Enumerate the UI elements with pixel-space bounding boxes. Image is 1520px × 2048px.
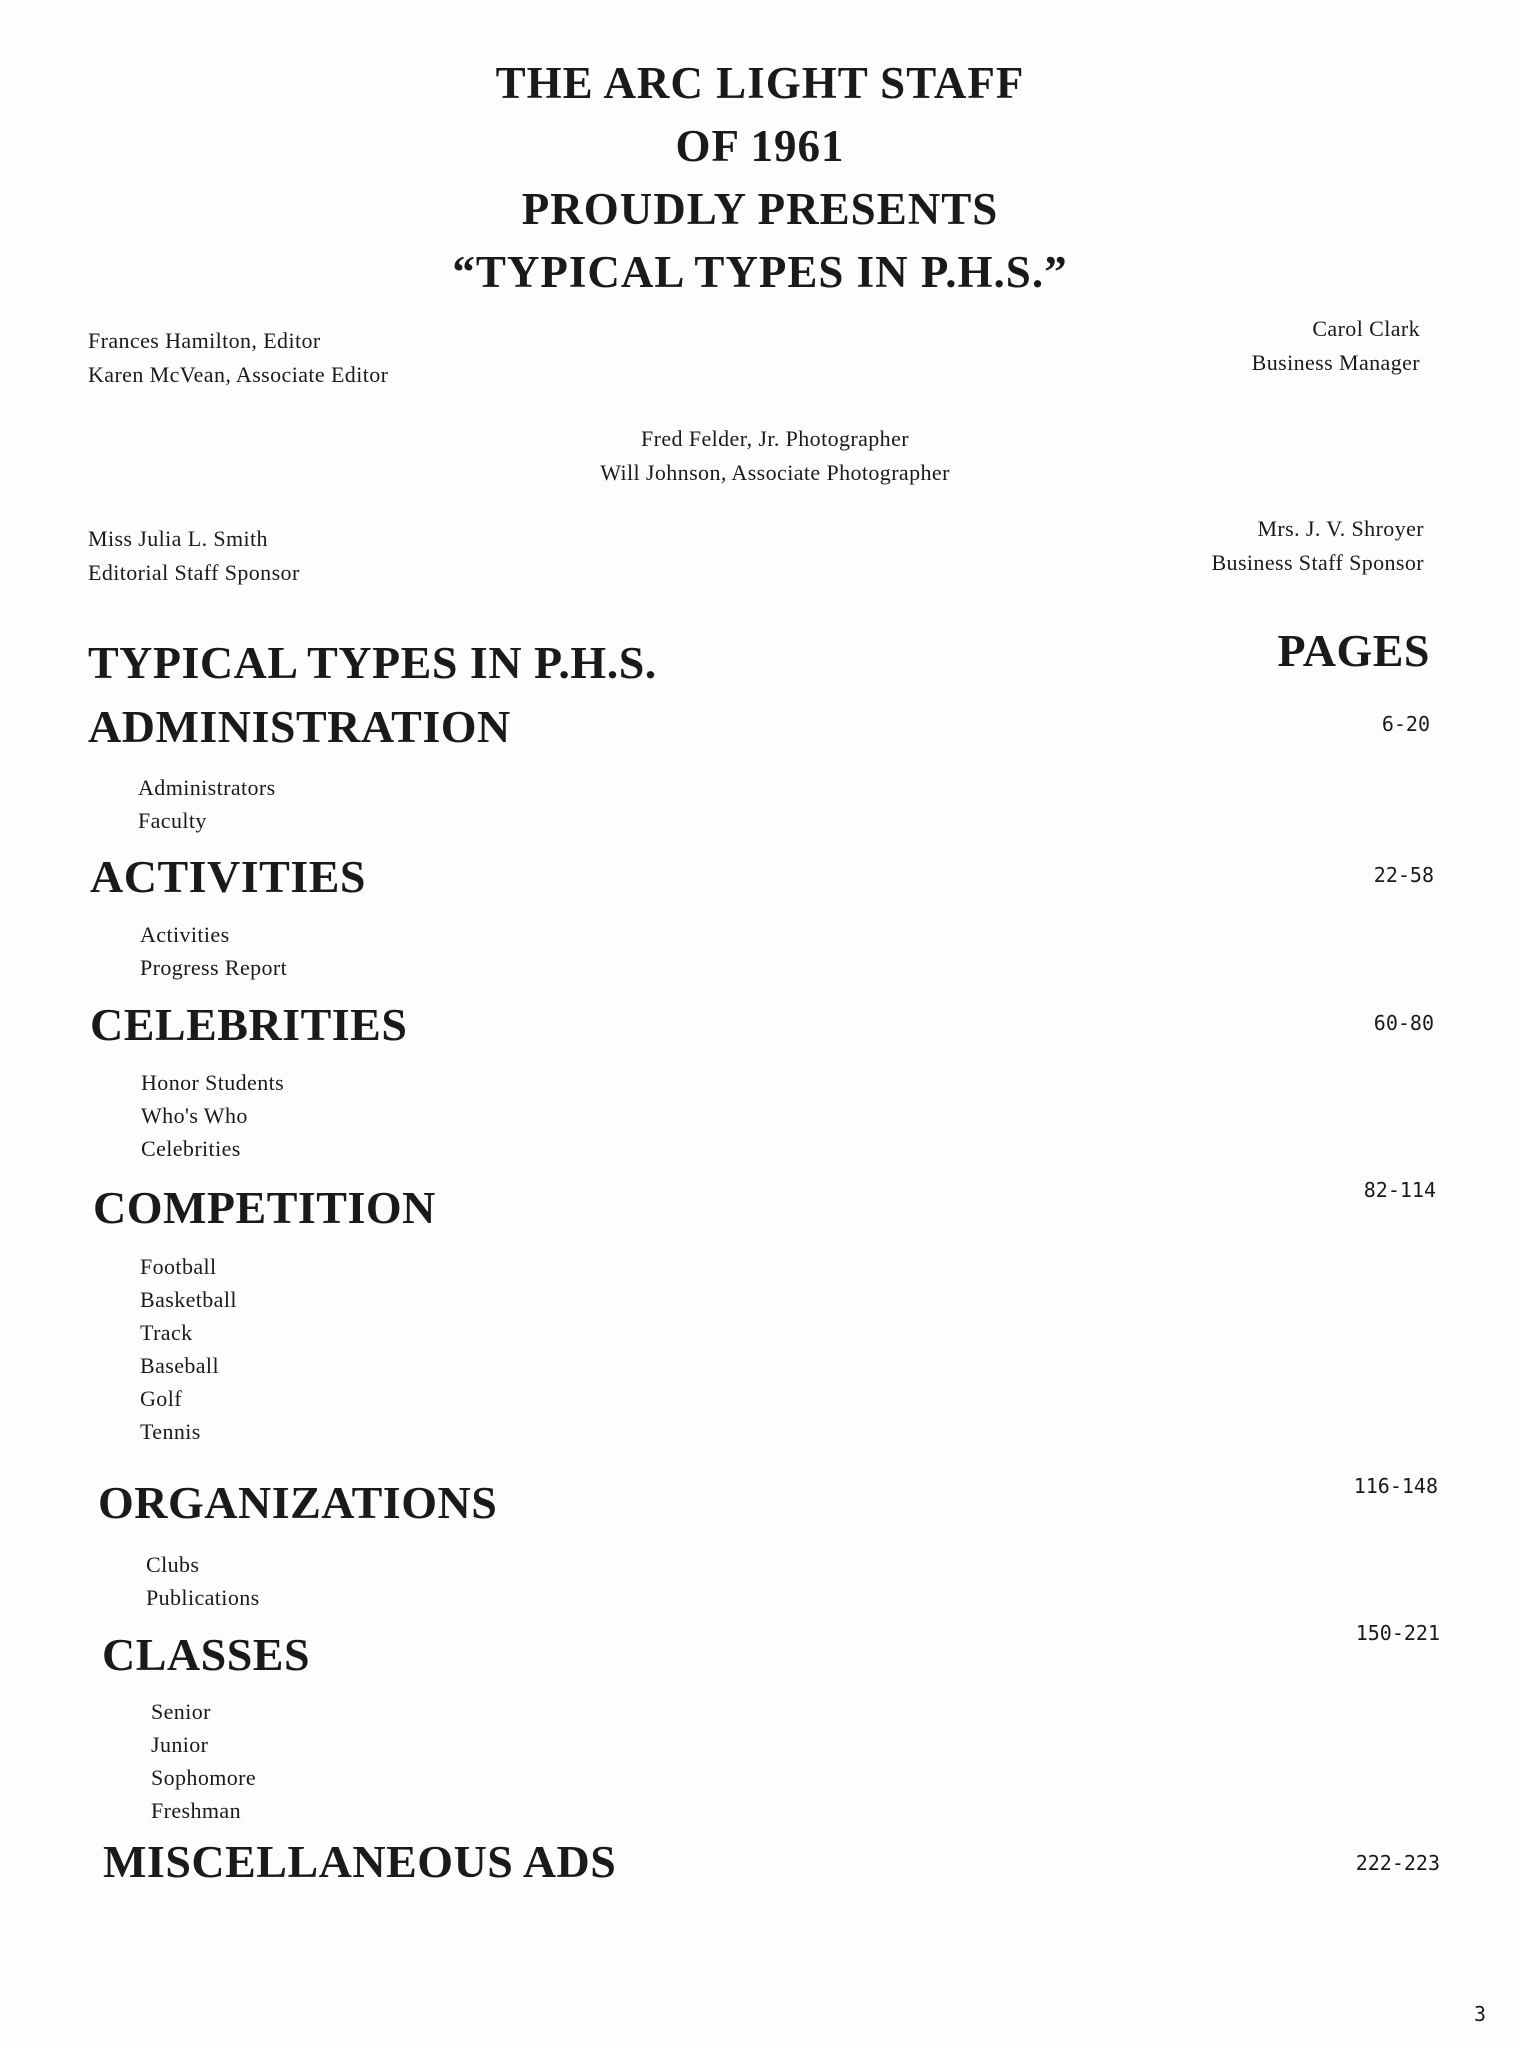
list-item: Football [140,1254,217,1279]
business-manager-title: Business Manager [1251,350,1420,375]
section-items [140,918,287,984]
list-item: Celebrities [141,1136,241,1161]
photographer-credits [560,422,990,490]
section-pages: 22-58 [1373,863,1434,887]
editorial-sponsor-credit [88,522,300,590]
section-pages: 60-80 [1373,1011,1434,1035]
section-pages: 222-223 [1355,1851,1440,1875]
list-item: Basketball [140,1287,237,1312]
list-item: Senior [151,1699,211,1724]
section-pages: 82-114 [1363,1178,1436,1202]
page-title [0,52,1520,304]
title-line: PROUDLY PRESENTS [521,184,999,234]
section-title: ACTIVITIES [90,851,366,902]
list-item: Who's Who [141,1103,248,1128]
title-line: “TYPICAL TYPES IN P.H.S.” [452,247,1068,297]
section-items [146,1548,260,1614]
list-item: Sophomore [151,1765,257,1790]
associate-photographer: Will Johnson, Associate Photographer [600,460,950,485]
section-items [138,771,276,837]
list-item: Faculty [138,808,207,833]
associate-editor: Karen McVean, Associate Editor [88,362,389,387]
list-item: Honor Students [141,1070,285,1095]
list-item: Golf [140,1386,182,1411]
section-title: COMPETITION [93,1182,436,1233]
section-pages: 116-148 [1353,1474,1438,1498]
section-title: ORGANIZATIONS [98,1477,498,1528]
section-items [140,1250,237,1448]
section-items [151,1695,256,1827]
editorial-sponsor-title: Editorial Staff Sponsor [88,560,300,585]
section-pages: 150-221 [1355,1621,1440,1645]
list-item: Activities [140,922,230,947]
list-item: Freshman [151,1798,241,1823]
editorial-sponsor-name: Miss Julia L. Smith [88,526,268,551]
section-title: CELEBRITIES [90,999,408,1050]
list-item: Progress Report [140,955,288,980]
page-number: 3 [1473,2002,1486,2026]
business-manager-credit [1252,312,1420,380]
section-title: CLASSES [102,1629,311,1680]
section-pages: 6-20 [1381,712,1430,736]
section-items [141,1066,284,1165]
list-item: Tennis [140,1419,201,1444]
business-sponsor-credit [1211,512,1424,580]
list-item: Track [140,1320,193,1345]
pages-heading: PAGES [1277,625,1430,676]
list-item: Clubs [146,1552,200,1577]
list-item: Publications [146,1585,260,1610]
title-line: THE ARC LIGHT STAFF [495,58,1025,108]
editor: Frances Hamilton, Editor [88,328,321,353]
business-manager-name: Carol Clark [1312,316,1420,341]
business-sponsor-title: Business Staff Sponsor [1211,550,1424,575]
section-title: MISCELLANEOUS ADS [103,1836,617,1887]
photographer: Fred Felder, Jr. Photographer [641,426,909,451]
business-sponsor-name: Mrs. J. V. Shroyer [1257,516,1424,541]
list-item: Administrators [138,775,276,800]
title-line: OF 1961 [675,121,845,171]
list-item: Junior [151,1732,209,1757]
list-item: Baseball [140,1353,219,1378]
editor-credits [88,324,388,392]
contents-heading: TYPICAL TYPES IN P.H.S. [88,637,657,688]
section-title: ADMINISTRATION [88,701,511,752]
